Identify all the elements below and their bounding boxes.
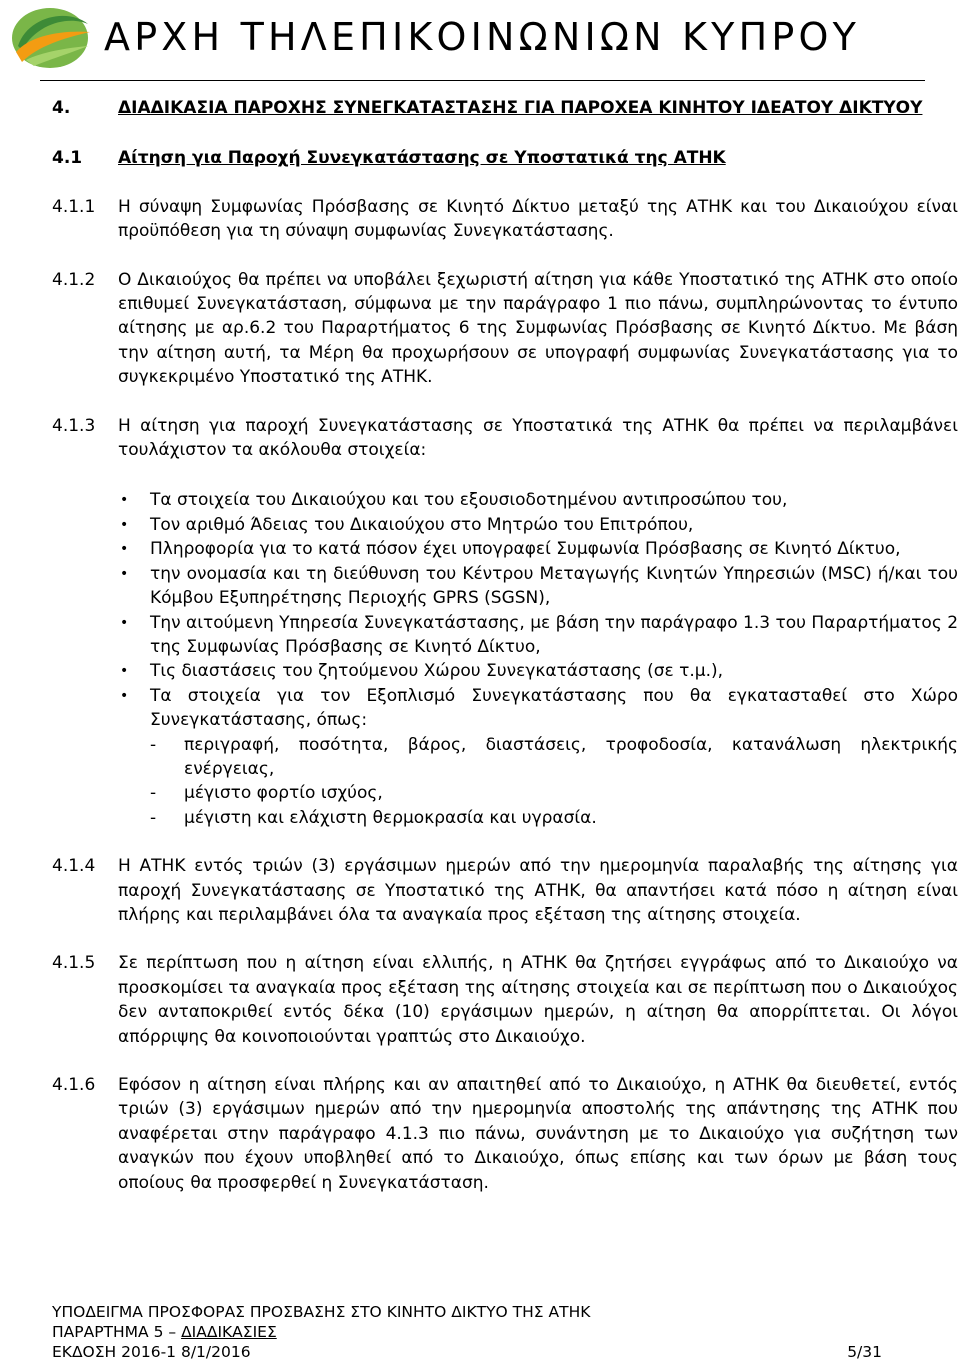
dash-marker: - (150, 734, 157, 755)
paragraph-4-1-5 (52, 951, 958, 1049)
equipment-sublist (150, 733, 958, 831)
paragraph-text: Ο Δικαιούχος θα πρέπει να υποβάλει ξεχωριστή αίτηση για κάθε Υποστατικό της ΑΤΗΚ στο οποίο επιθυμεί Συνεγκατάσταση, σύμφωνα με την παράγραφο 1 πιο πάνω, συμπληρώνοντας το έντυπο αίτησης με αρ.6.2 του Παραρτήματος 6 της Συμφωνίας Πρόσβασης σε Κινητό Δίκτυο. Με βάση την αίτηση αυτή, τα Μέρη θα προχωρήσουν σε υπογραφή συμφωνίας Συνεγκατάστασης για το συγκεκριμένο Υποστατικό της ΑΤΗΚ. (118, 269, 958, 388)
list-item-text: Τα στοιχεία για τον Εξοπλισμό Συνεγκατάστασης που θα εγκατασταθεί στο Χώρο Συνεγκατάστασης, όπως: (150, 685, 958, 731)
sublist-item (150, 806, 958, 830)
section-title: ΔΙΑΔΙΚΑΣΙΑ ΠΑΡΟΧΗΣ ΣΥΝΕΓΚΑΤΑΣΤΑΣΗΣ ΓΙΑ ΠΑΡΟΧΕΑ ΚΙΝΗΤΟΥ ΙΔΕΑΤΟΥ ΔΙΚΤΥΟΥ (118, 98, 923, 118)
bullet-icon: • (120, 492, 129, 509)
list-item (52, 684, 958, 830)
requirements-list (52, 488, 958, 830)
bullet-icon: • (120, 687, 129, 704)
page-number: 5/31 (847, 1343, 882, 1361)
bullet-icon: • (120, 663, 129, 680)
bullet-icon: • (120, 614, 129, 631)
dash-marker: - (150, 783, 157, 804)
paragraph-4-1-6 (52, 1073, 958, 1195)
paragraph-number: 4.1.3 (52, 415, 96, 436)
list-item (52, 537, 958, 561)
list-item (52, 611, 958, 660)
footer-annex (52, 1322, 882, 1342)
paragraph-number: 4.1.1 (52, 196, 96, 217)
list-item-text: Την αιτούμενη Υπηρεσία Συνεγκατάστασης, με βάση την παράγραφο 1.3 του Παραρτήματος 2 της Συμφωνίας Πρόσβασης σε Κινητό Δίκτυο, (150, 612, 959, 657)
paragraph-text: Σε περίπτωση που η αίτηση είναι ελλιπής, η ΑΤΗΚ θα ζητήσει εγγράφως από το Δικαιούχο να προσκομίσει τα αναγκαία προς εξέταση της αίτησης στοιχεία και σε περίπτωση που ο Δικαιούχος δεν ανταποκριθεί εντός δέκα (10) εργάσιμων ημερών, η αίτηση θα απορρίπτεται. Οι λόγοι απόρριψης θα κοινοποιούνται γραπτώς στο Δικαιούχο. (118, 953, 958, 1047)
paragraph-text: Εφόσον η αίτηση είναι πλήρης και αν απαιτηθεί από το Δικαιούχο, η ΑΤΗΚ θα διευθετεί, εντός τριών (3) εργάσιμων ημερών από την ημερομηνία αποστολής της απάντησης της ΑΤΗΚ που αναφέρεται στην παράγραφο 4.1.3 πιο πάνω, συνάντηση με το Δικαιούχο για συζήτηση των αναγκών που έχουν υποβληθεί από το Δικαιούχο, όπως επίσης και των όρων με βάση τους οποίους θα προσφερθεί η Συνεγκατάσταση. (118, 1075, 958, 1193)
paragraph-text: Η σύναψη Συμφωνίας Πρόσβασης σε Κινητό Δίκτυο μεταξύ της ΑΤΗΚ και του Δικαιούχου είναι προϋπόθεση για τη σύναψη συμφωνίας Συνεγκατάστασης. (118, 196, 958, 242)
list-item (52, 659, 958, 683)
paragraph-4-1-2 (52, 268, 958, 390)
section-number: 4. (52, 98, 71, 118)
footer-document-title: ΥΠΟΔΕΙΓΜΑ ΠΡΟΣΦΟΡΑΣ ΠΡΟΣΒΑΣΗΣ ΣΤΟ ΚΙΝΗΤΟ ΔΙΚΤΥΟ ΤΗΣ ΑΤΗΚ (52, 1303, 591, 1321)
list-item (52, 513, 958, 537)
list-item-text: Τα στοιχεία του Δικαιούχου και του εξουσιοδοτημένου αντιπροσώπου του, (150, 490, 788, 511)
paragraph-text: Η ΑΤΗΚ εντός τριών (3) εργάσιμων ημερών από την ημερομηνία παραλαβής της αίτησης για παροχή Συνεγκατάστασης σε Υποστατικό της ΑΤΗΚ, θα απαντήσει κατά πόσο η αίτηση είναι πλήρης και περιλαμβάνει όλα τα αναγκαία προς εξέταση της αίτησης στοιχεία. (118, 856, 958, 925)
paragraph-number: 4.1.2 (52, 269, 96, 290)
subsection-number: 4.1 (52, 148, 83, 169)
paragraph-number: 4.1.6 (52, 1075, 96, 1095)
section-heading (52, 96, 958, 120)
paragraph-text: Η αίτηση για παροχή Συνεγκατάστασης σε Υποστατικά της ΑΤΗΚ θα πρέπει να περιλαμβάνει τουλάχιστον τα ακόλουθα στοιχεία: (118, 415, 958, 461)
list-item-text: Πληροφορία για το κατά πόσον έχει υπογραφεί Συμφωνία Πρόσβασης σε Κινητό Δίκτυο, (150, 539, 901, 560)
sublist-item (150, 781, 958, 805)
document-body (52, 96, 958, 1195)
footer-version-row (52, 1342, 882, 1362)
page-header (0, 0, 960, 82)
sublist-item-text: μέγιστη και ελάχιστη θερμοκρασία και υγρασία. (184, 807, 597, 828)
list-item (52, 488, 958, 512)
sublist-item (150, 733, 958, 782)
footer-version: ΕΚΔΟΣΗ 2016-1 8/1/2016 (52, 1343, 251, 1361)
subsection-heading (52, 146, 958, 170)
subsection-title: Αίτηση για Παροχή Συνεγκατάστασης σε Υποστατικά της ΑΤΗΚ (118, 148, 726, 169)
dash-marker: - (150, 807, 157, 828)
paragraph-4-1-3 (52, 414, 958, 463)
list-item-body (150, 684, 958, 830)
list-item-text: την ονομασία και τη διεύθυνση του Κέντρου Μεταγωγής Κινητών Υπηρεσιών (MSC) ή/και του Κόμβου Εξυπηρέτησης Περιοχής GPRS (SGSN), (150, 563, 958, 609)
leaf-swoosh-icon (8, 2, 92, 70)
bullet-icon: • (120, 541, 129, 558)
paragraph-4-1-4 (52, 854, 958, 927)
page-footer (52, 1302, 882, 1362)
footer-annex-prefix: ΠΑΡΑΡΤΗΜΑ 5 – (52, 1323, 182, 1341)
paragraph-number: 4.1.5 (52, 953, 96, 974)
list-item (52, 562, 958, 611)
paragraph-4-1-1 (52, 195, 958, 244)
sublist-item-text: περιγραφή, ποσότητα, βάρος, διαστάσεις, τροφοδοσία, κατανάλωση ηλεκτρικής ενέργειας, (184, 734, 958, 779)
footer-annex-title: ΔΙΑΔΙΚΑΣΙΕΣ (181, 1323, 277, 1341)
organization-title: ΑΡΧΗ ΤΗΛΕΠΙΚΟΙΝΩΝΙΩΝ ΚΥΠΡΟΥ (104, 15, 860, 59)
paragraph-number: 4.1.4 (52, 856, 96, 877)
list-item-text: Τις διαστάσεις του ζητούμενου Χώρου Συνεγκατάστασης (σε τ.μ.), (150, 661, 724, 682)
sublist-item-text: μέγιστο φορτίο ισχύος, (184, 783, 383, 804)
bullet-icon: • (120, 565, 129, 582)
bullet-icon: • (120, 516, 129, 533)
header-divider (40, 80, 925, 81)
list-item-text: Τον αριθμό Άδειας του Δικαιούχου στο Μητρώο του Επιτρόπου, (150, 514, 694, 535)
